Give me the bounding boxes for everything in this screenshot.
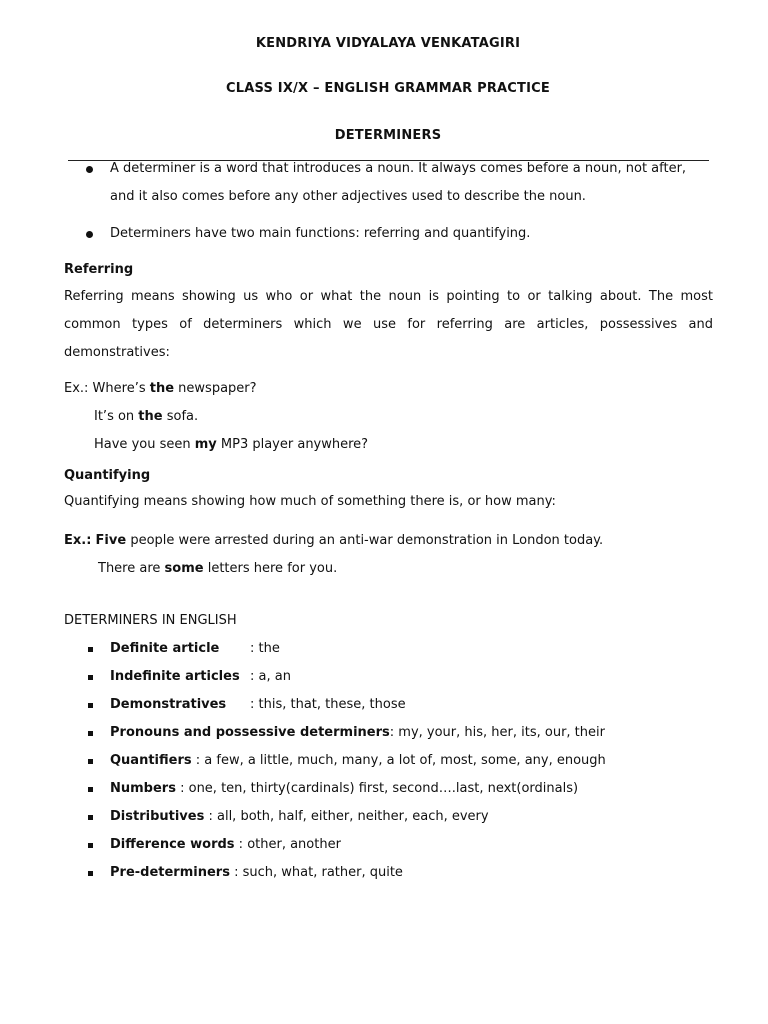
example-text: It’s on xyxy=(94,409,139,424)
example-text: MP3 player anywhere? xyxy=(216,437,369,452)
determiner-separator: : xyxy=(204,809,217,824)
referring-para-line-3: demonstratives: xyxy=(64,345,170,360)
determiner-value: such, what, rather, quite xyxy=(242,865,403,880)
square-bullet-icon xyxy=(88,647,93,652)
bullet-dot-icon xyxy=(86,166,93,173)
determiner-value: other, another xyxy=(247,837,341,852)
referring-para-line-2: common types of determiners which we use for referring are articles, possessives and xyxy=(64,317,713,332)
referring-example-1 xyxy=(64,381,257,396)
determiner-value: this, that, these, those xyxy=(258,697,406,712)
determiner-term: Difference words xyxy=(110,837,235,852)
determiner-value: one, ten, thirty(cardinals) first, second….last, next(ordinals) xyxy=(188,781,579,796)
determiner-value: the xyxy=(258,641,280,656)
example-determiner: the xyxy=(149,381,175,396)
determiner-value: my, your, his, her, its, our, their xyxy=(398,725,605,740)
school-title: KENDRIYA VIDYALAYA VENKATAGIRI xyxy=(255,36,521,51)
determiner-value: all, both, half, either, neither, each, every xyxy=(216,809,489,824)
determiner-separator: : xyxy=(250,669,259,684)
determiner-item-pre-determiners xyxy=(110,865,403,880)
example-text: letters here for you. xyxy=(203,561,338,576)
quantifying-example-2 xyxy=(98,561,337,576)
determiner-term: Numbers xyxy=(110,781,176,796)
example-text: Ex.: Where’s xyxy=(64,381,150,396)
square-bullet-icon xyxy=(88,871,93,876)
determiner-term: Pre-determiners xyxy=(110,865,230,880)
example-determiner: some xyxy=(164,561,204,576)
determiner-item-pronouns-possessive xyxy=(110,725,605,740)
determiner-term: Distributives xyxy=(110,809,205,824)
example-determiner: my xyxy=(194,437,217,452)
referring-para-line-1: Referring means showing us who or what the noun is pointing to or talking about. The most xyxy=(64,289,713,304)
determiner-separator: : xyxy=(250,641,259,656)
example-text: There are xyxy=(98,561,165,576)
determiner-value: a, an xyxy=(258,669,291,684)
determiners-in-english-heading: DETERMINERS IN ENGLISH xyxy=(64,613,237,628)
determiner-item-numbers xyxy=(110,781,578,796)
square-bullet-icon xyxy=(88,731,93,736)
example-determiner: Five xyxy=(95,533,127,548)
quantifying-example-1 xyxy=(64,533,603,548)
example-text: Have you seen xyxy=(94,437,195,452)
referring-heading: Referring xyxy=(64,262,134,277)
bullet-dot-icon xyxy=(86,231,93,238)
quantifying-para: Quantifying means showing how much of something there is, or how many: xyxy=(64,494,556,509)
determiner-separator: : xyxy=(191,753,205,768)
square-bullet-icon xyxy=(88,815,93,820)
determiner-separator: : xyxy=(175,781,189,796)
determiner-term: Demonstratives xyxy=(110,697,227,712)
determiner-term: Pronouns and possessive determiners xyxy=(110,725,390,740)
determiner-term: Quantifiers xyxy=(110,753,192,768)
square-bullet-icon xyxy=(88,759,93,764)
determiner-item-definite-article xyxy=(110,641,280,656)
referring-example-2 xyxy=(94,409,198,424)
topic-title: DETERMINERS xyxy=(334,128,442,143)
example-label: Ex.: xyxy=(64,533,92,548)
square-bullet-icon xyxy=(88,843,93,848)
determiner-term: Indefinite articles xyxy=(110,669,240,684)
example-text: sofa. xyxy=(162,409,199,424)
square-bullet-icon xyxy=(88,703,93,708)
determiner-separator: : xyxy=(389,725,399,740)
determiner-item-difference-words xyxy=(110,837,341,852)
determiner-separator: : xyxy=(250,697,259,712)
determiner-item-distributives xyxy=(110,809,489,824)
example-determiner: the xyxy=(138,409,163,424)
determiner-separator: : xyxy=(234,837,248,852)
square-bullet-icon xyxy=(88,787,93,792)
quantifying-heading: Quantifying xyxy=(64,468,151,483)
determiner-item-indefinite-articles xyxy=(110,669,291,684)
example-text: people were arrested during an anti-war demonstration in London today. xyxy=(126,533,604,548)
determiner-item-quantifiers xyxy=(110,753,606,768)
square-bullet-icon xyxy=(88,675,93,680)
determiner-value: a few, a little, much, many, a lot of, most, some, any, enough xyxy=(204,753,606,768)
intro-bullet-1-line-1: A determiner is a word that introduces a noun. It always comes before a noun, not after, xyxy=(110,161,687,176)
class-title: CLASS IX/X – ENGLISH GRAMMAR PRACTICE xyxy=(226,81,550,96)
referring-example-3 xyxy=(94,437,368,452)
intro-bullet-1-line-2: and it also comes before any other adjectives used to describe the noun. xyxy=(110,189,586,204)
intro-bullet-2: Determiners have two main functions: referring and quantifying. xyxy=(110,226,531,241)
example-text: newspaper? xyxy=(174,381,257,396)
determiner-term: Definite article xyxy=(110,641,220,656)
determiner-separator: : xyxy=(229,865,243,880)
determiner-item-demonstratives xyxy=(110,697,406,712)
